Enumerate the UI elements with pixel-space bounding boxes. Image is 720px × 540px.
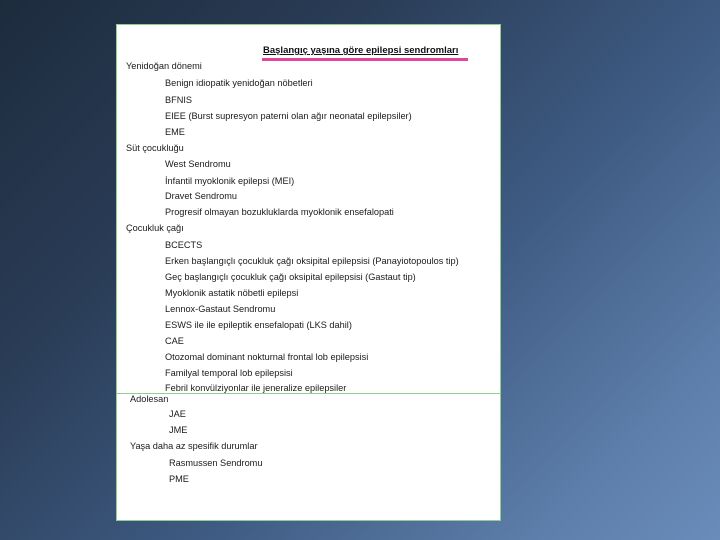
list-item: ESWS ile ile epileptik ensefalopati (LKS dahil) bbox=[165, 320, 352, 330]
list-item: BFNIS bbox=[165, 95, 193, 105]
list-item: JAE bbox=[169, 409, 186, 419]
list-item: EME bbox=[165, 127, 185, 137]
list-item: Progresif olmayan bozukluklarda myoklonik ensefalopati bbox=[165, 207, 394, 217]
list-item: EIEE (Burst supresyon paterni olan ağır neonatal epilepsiler) bbox=[165, 111, 412, 121]
list-item: Familyal temporal lob epilepsisi bbox=[165, 368, 293, 378]
list-item: West Sendromu bbox=[165, 159, 231, 169]
section-heading-adolesan: Adolesan bbox=[130, 394, 169, 404]
list-item: Lennox-Gastaut Sendromu bbox=[165, 304, 276, 314]
list-item: Febril konvülziyonlar ile jeneralize epilepsiler bbox=[165, 383, 347, 393]
list-item: CAE bbox=[165, 336, 184, 346]
list-item: JME bbox=[169, 425, 188, 435]
section-heading-yenidogan: Yenidoğan dönemi bbox=[126, 61, 202, 71]
list-item: İnfantil myoklonik epilepsi (MEI) bbox=[165, 176, 295, 186]
section-heading-sut-cocuklugu: Süt çocukluğu bbox=[126, 143, 184, 153]
list-item: Benign idiopatik yenidoğan nöbetleri bbox=[165, 78, 313, 88]
list-item: Otozomal dominant nokturnal frontal lob epilepsisi bbox=[165, 352, 369, 362]
list-item: Myoklonik astatik nöbetli epilepsi bbox=[165, 288, 299, 298]
list-item: BCECTS bbox=[165, 240, 203, 250]
section-heading-cocukluk-cagi: Çocukluk çağı bbox=[126, 223, 184, 233]
title-highlight-underline bbox=[262, 58, 468, 61]
list-item: Erken başlangıçlı çocukluk çağı oksipital epilepsisi (Panayiotopoulos tip) bbox=[165, 256, 459, 266]
document-title: Başlangıç yaşına göre epilepsi sendromları bbox=[263, 45, 459, 56]
list-item: Rasmussen Sendromu bbox=[169, 458, 263, 468]
section-heading-yasa-daha-az-spesifik: Yaşa daha az spesifik durumlar bbox=[130, 441, 258, 451]
list-item: Dravet Sendromu bbox=[165, 191, 238, 201]
list-item: PME bbox=[169, 474, 189, 484]
list-item: Geç başlangıçlı çocukluk çağı oksipital epilepsisi (Gastaut tip) bbox=[165, 272, 416, 282]
